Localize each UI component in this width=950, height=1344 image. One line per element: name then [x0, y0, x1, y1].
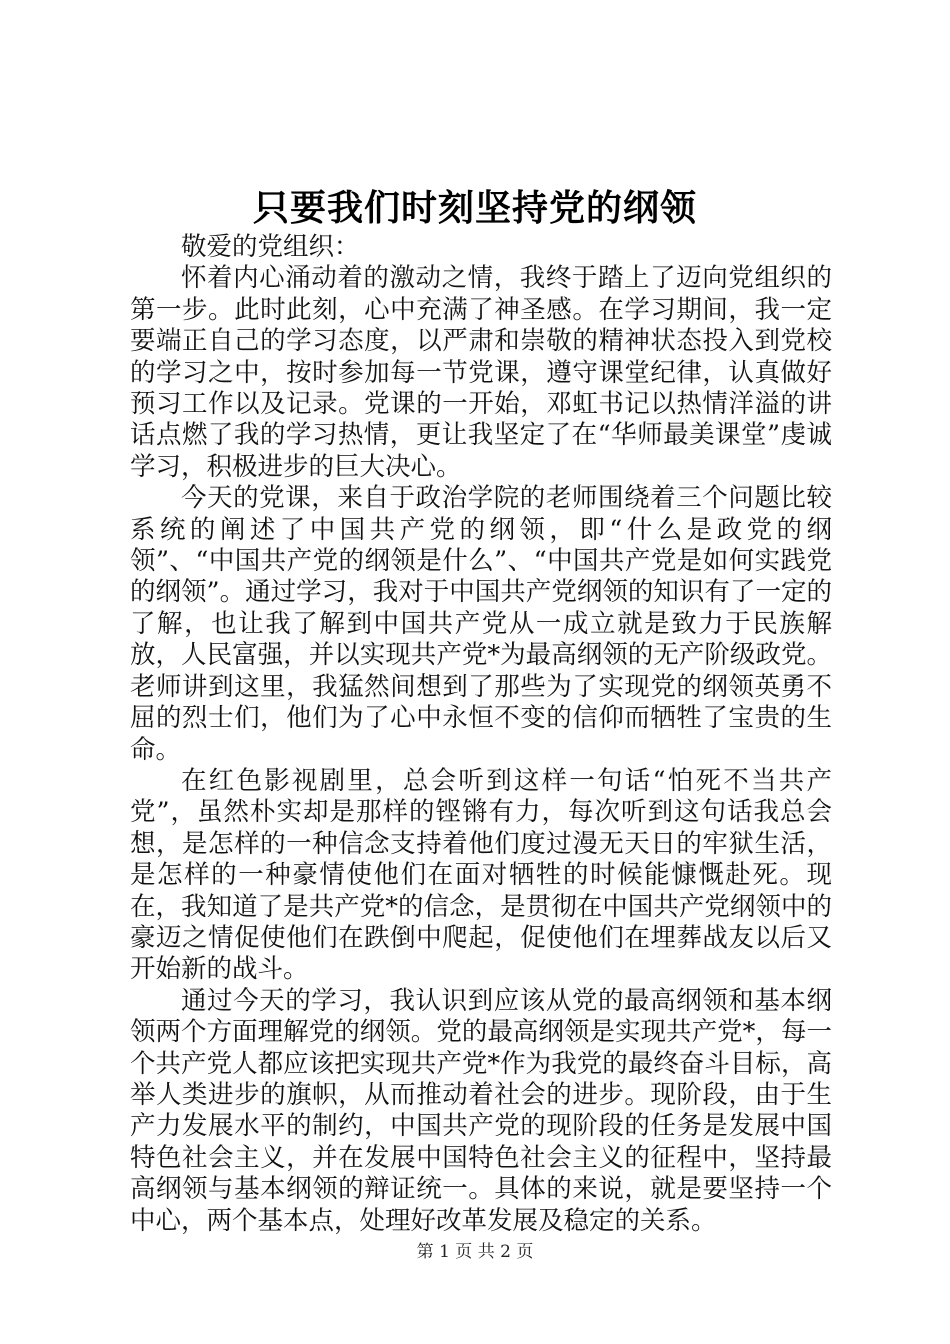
document-body	[130, 232, 832, 1237]
page-footer: 第 1 页 共 2 页	[416, 1242, 534, 1262]
paragraph-1: 怀着内心涌动着的激动之情，我终于踏上了迈向党组织的第一步。此时此刻，心中充满了神圣感。在学习期间，我一定要端正自己的学习态度，以严肃和崇敬的精神状态投入到党校的学习之中，按时参加每一节党课，遵守课堂纪律，认真做好预习工作以及记录。党课的一开始，邓虹书记以热情洋溢的讲话点燃了我的学习热情，更让我坚定了在“华师最美课堂”虔诚学习，积极进步的巨大决心。	[130, 263, 832, 482]
paragraph-2: 今天的党课，来自于政治学院的老师围绕着三个问题比较系统的阐述了中国共产党的纲领，即“什么是政党的纲领”、“中国共产党的纲领是什么”、“中国共产党是如何实践党的纲领”。通过学习，我对于中国共产党纲领的知识有了一定的了解，也让我了解到中国共产党从一成立就是致力于民族解放，人民富强，并以实现共产党*为最高纲领的无产阶级政党。老师讲到这里，我猛然间想到了那些为了实现党的纲领英勇不屈的烈士们，他们为了心中永恒不变的信仰而牺牲了宝贵的生命。	[130, 483, 832, 765]
document-title: 只要我们时刻坚持党的纲领	[252, 187, 697, 229]
paragraph-3: 在红色影视剧里，总会听到这样一句话“怕死不当共产党”，虽然朴实却是那样的铿锵有力，每次听到这句话我总会想，是怎样的一种信念支持着他们度过漫无天日的牢狱生活，是怎样的一种豪情使他们在面对牺牲的时候能慷慨赴死。现在，我知道了是共产党*的信念，是贯彻在中国共产党纲领中的豪迈之情促使他们在跌倒中爬起，促使他们在埋葬战友以后又开始新的战斗。	[130, 765, 832, 985]
paragraph-4: 通过今天的学习，我认识到应该从党的最高纲领和基本纲领两个方面理解党的纲领。党的最高纲领是实现共产党*，每一个共产党人都应该把实现共产党*作为我党的最终奋斗目标，高举人类进步的旗帜，从而推动着社会的进步。现阶段，由于生产力发展水平的制约，中国共产党的现阶段的任务是发展中国特色社会主义，并在发展中国特色社会主义的征程中，坚持最高纲领与基本纲领的辩证统一。具体的来说，就是要坚持一个中心，两个基本点，处理好改革发展及稳定的关系。	[130, 985, 832, 1236]
salutation: 敬爱的党组织：	[181, 232, 360, 262]
